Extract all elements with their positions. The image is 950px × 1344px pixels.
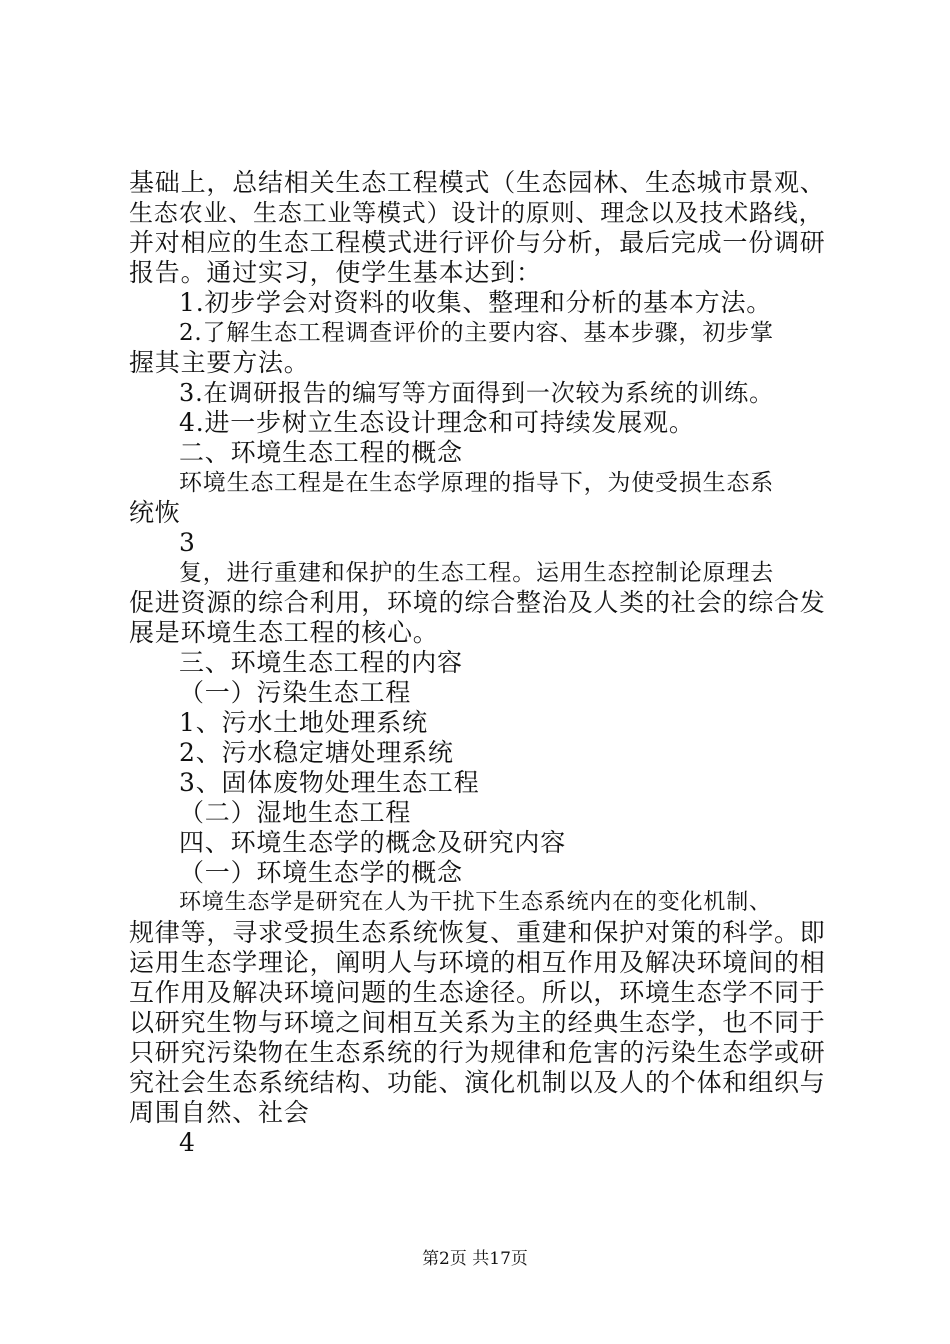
document-body xyxy=(129,168,829,1158)
text-line: 复，进行重建和保护的生态工程。运用生态控制论原理去 xyxy=(179,560,774,586)
list-item: 1.初步学会对资料的收集、整理和分析的基本方法。 xyxy=(179,288,773,317)
text-line: 握其主要方法。 xyxy=(129,348,310,377)
text-line: 并对相应的生态工程模式进行评价与分析，最后完成一份调研 xyxy=(129,228,826,257)
list-item: 3、固体废物处理生态工程 xyxy=(179,768,480,797)
text-line: 统恢 xyxy=(129,498,181,527)
text-line: 究社会生态系统结构、功能、演化机制以及人的个体和组织与 xyxy=(129,1068,826,1097)
list-item: 3.在调研报告的编写等方面得到一次较为系统的训练。 xyxy=(179,379,774,407)
section-heading: 二、环境生态工程的概念 xyxy=(179,438,463,467)
subsection-heading: （二）湿地生态工程 xyxy=(179,798,412,827)
text-line: 生态农业、生态工业等模式）设计的原则、理念以及技术路线， xyxy=(129,199,824,227)
section-heading: 四、环境生态学的概念及研究内容 xyxy=(179,828,567,857)
section-heading: 三、环境生态工程的内容 xyxy=(179,648,463,677)
text-line: 报告。通过实习，使学生基本达到： xyxy=(129,258,542,287)
list-item: 4.进一步树立生态设计理念和可持续发展观。 xyxy=(179,408,695,437)
text-line: 运用生态学理论，阐明人与环境的相互作用及解决环境间的相 xyxy=(129,948,826,977)
text-line: 展是环境生态工程的核心。 xyxy=(129,618,439,647)
subsection-heading: （一）污染生态工程 xyxy=(179,678,412,707)
text-line: 周围自然、社会 xyxy=(129,1098,310,1127)
page-number-inline: 4 xyxy=(179,1128,196,1157)
text-line: 环境生态工程是在生态学原理的指导下，为使受损生态系 xyxy=(179,470,774,496)
text-line: 基础上，总结相关生态工程模式（生态园林、生态城市景观、 xyxy=(129,168,826,197)
subsection-heading: （一）环境生态学的概念 xyxy=(179,858,463,887)
text-line: 环境生态学是研究在人为干扰下生态系统内在的变化机制、 xyxy=(179,890,772,915)
text-line: 互作用及解决环境问题的生态途径。所以，环境生态学不同于 xyxy=(129,978,826,1007)
list-item: 2.了解生态工程调查评价的主要内容、基本步骤，初步掌 xyxy=(179,320,774,346)
text-line: 只研究污染物在生态系统的行为规律和危害的污染生态学或研 xyxy=(129,1038,826,1067)
text-line: 规律等，寻求受损生态系统恢复、重建和保护对策的科学。即 xyxy=(129,918,826,947)
page-number-inline: 3 xyxy=(179,528,196,557)
list-item: 2、污水稳定塘处理系统 xyxy=(179,738,454,767)
text-line: 以研究生物与环境之间相互关系为主的经典生态学，也不同于 xyxy=(129,1008,826,1037)
list-item: 1、污水土地处理系统 xyxy=(179,708,428,737)
text-line: 促进资源的综合利用，环境的综合整治及人类的社会的综合发 xyxy=(129,588,826,617)
page-footer: 第2页 共17页 xyxy=(422,1249,528,1269)
